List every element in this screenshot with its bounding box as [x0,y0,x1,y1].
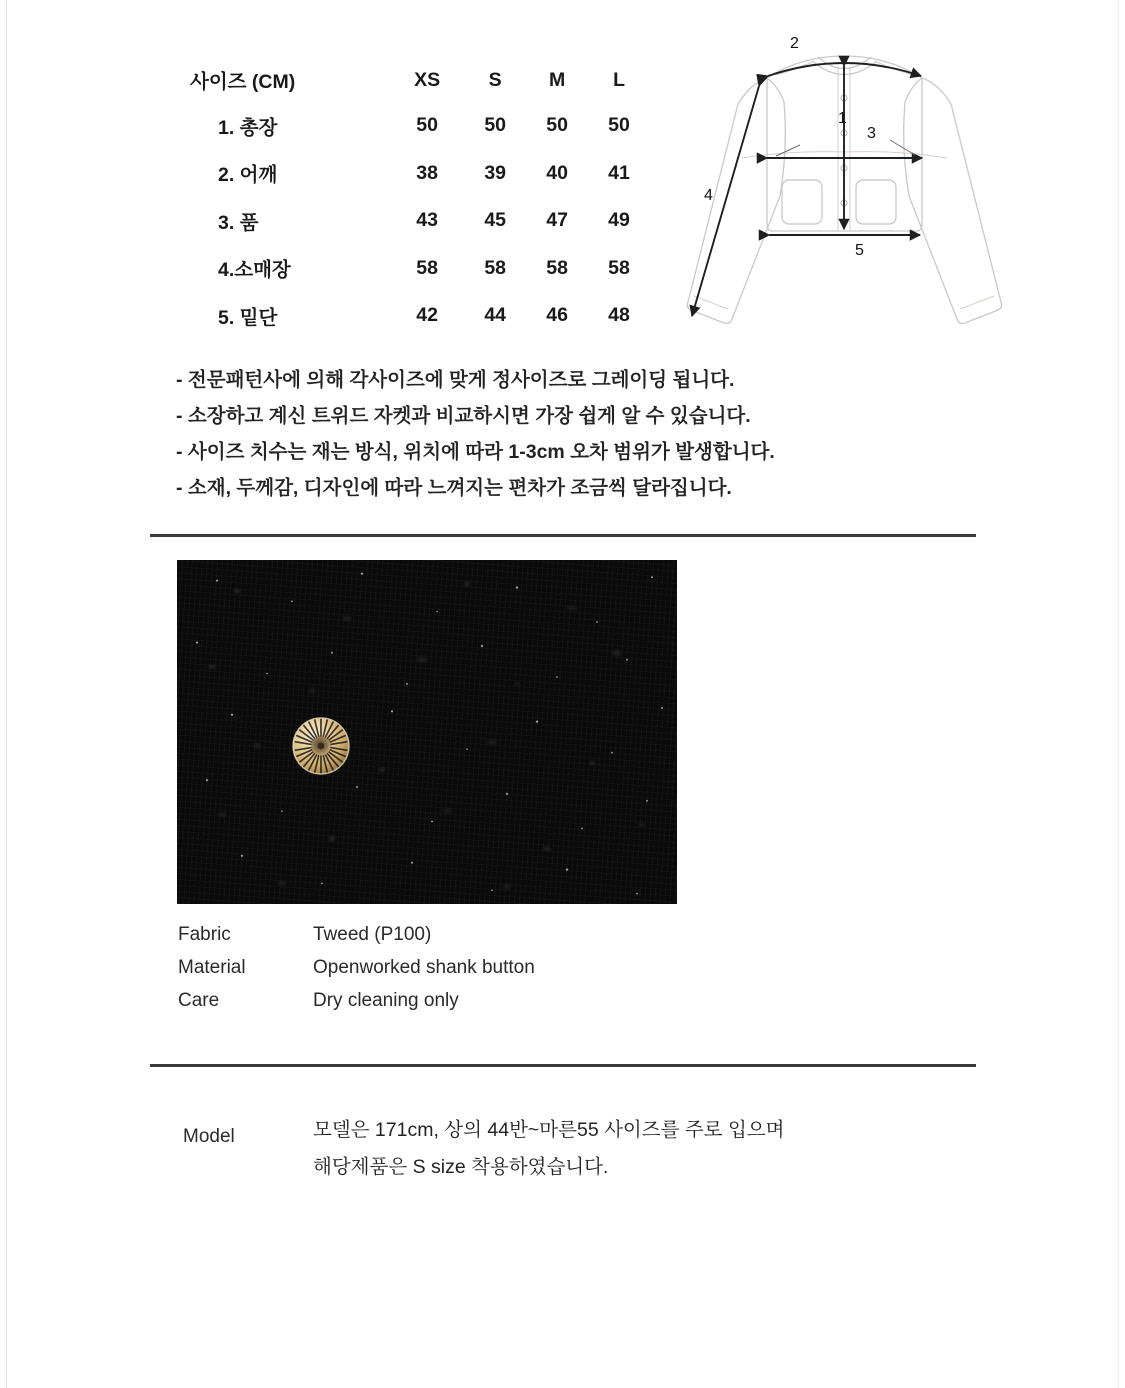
size-table-header-row [190,58,650,102]
spec-label: Care [178,990,220,1011]
spec-label: Material [178,957,246,978]
measure-value: 44 [484,304,507,327]
measure-leader-lines [776,140,915,156]
measure-value: 58 [546,256,568,279]
page-border-left [6,0,7,1388]
patch-pocket-left [782,180,822,224]
measure-label-total-length: 1. 총장 [218,116,278,139]
sizing-notes-list [176,362,956,506]
measure-value: 45 [484,209,507,232]
measure-label-hem: 5. 밑단 [218,306,278,329]
size-table-header-label: 사이즈 (CM) [190,71,296,93]
size-column-header-m: M [548,68,566,91]
page-border-right [1118,0,1119,1388]
table-row [190,292,650,340]
measure-value: 50 [484,114,507,137]
size-column-header-s: S [488,68,502,91]
measure-value: 58 [484,256,507,279]
model-label: Model [183,1126,235,1147]
size-table-body [190,102,650,340]
measure-marker-3: 3 [867,125,876,142]
spec-value: Dry cleaning only [313,990,459,1011]
measure-arrow-sleeve [692,86,759,316]
list-item: - 전문패턴사에 의해 각사이즈에 맞게 정사이즈로 그레이딩 됩니다. [176,369,735,391]
spec-row-material [178,957,778,990]
measure-marker-1: 1 [838,110,847,127]
model-description [313,1112,784,1186]
list-item: - 사이즈 치수는 재는 방식, 위치에 따라 1-3cm 오차 범위가 발생합니다. [176,441,775,463]
measure-value: 49 [608,209,630,232]
measure-value: 47 [546,209,568,232]
measure-value: 39 [484,161,507,184]
measure-label-shoulder: 2. 어깨 [218,164,278,187]
size-chart-table [190,58,650,340]
table-row [190,245,650,293]
product-spec-list [178,924,778,1023]
measure-label-chest: 3. 품 [218,211,259,234]
measure-value: 50 [608,114,630,137]
measure-value: 40 [546,161,568,184]
size-column-header-l: L [613,68,625,91]
model-line: 모델은 171cm, 상의 44반~마른55 사이즈를 주로 입으며 [313,1119,785,1141]
measure-value: 58 [416,256,438,279]
list-item: - 소장하고 계신 트위드 자켓과 비교하시면 가장 쉽게 알 수 있습니다. [176,405,751,427]
measure-marker-4: 4 [704,187,713,204]
model-info-block [183,1112,943,1186]
measure-value: 46 [546,304,568,327]
measure-value: 42 [416,304,438,327]
measure-value: 50 [416,114,438,137]
measure-value: 58 [608,256,630,279]
table-row [190,102,650,150]
button-center-hole [318,743,325,750]
measure-value: 38 [416,161,438,184]
measure-value: 41 [608,161,630,184]
measure-marker-2: 2 [790,35,799,52]
list-item: - 소재, 두께감, 디자인에 따라 느껴지는 편차가 조금씩 달라집니다. [176,477,732,499]
measure-value: 50 [546,114,568,137]
patch-pocket-right [856,180,896,224]
size-table [190,58,650,340]
measure-value: 48 [608,304,630,327]
fabric-detail-photo [177,560,677,904]
size-table-head [190,58,650,102]
section-divider-bottom [150,1064,976,1067]
measure-arrows-group [692,63,922,316]
table-row [190,150,650,198]
spec-row-care [178,990,778,1023]
tweed-speckles [177,560,677,904]
table-row [190,197,650,245]
spec-row-fabric [178,924,778,957]
section-divider-top [150,534,976,537]
jacket-technical-drawing [672,28,1017,353]
measure-value: 43 [416,209,438,232]
spec-value: Openworked shank button [313,957,535,978]
measure-marker-5: 5 [855,242,864,259]
spec-label: Fabric [178,924,231,945]
spec-value: Tweed (P100) [313,924,432,945]
size-column-header-xs: XS [414,68,441,91]
measure-label-sleeve: 4.소매장 [218,259,291,282]
gold-shank-button [290,715,352,777]
model-line: 해당제품은 S size 착용하였습니다. [313,1156,609,1178]
